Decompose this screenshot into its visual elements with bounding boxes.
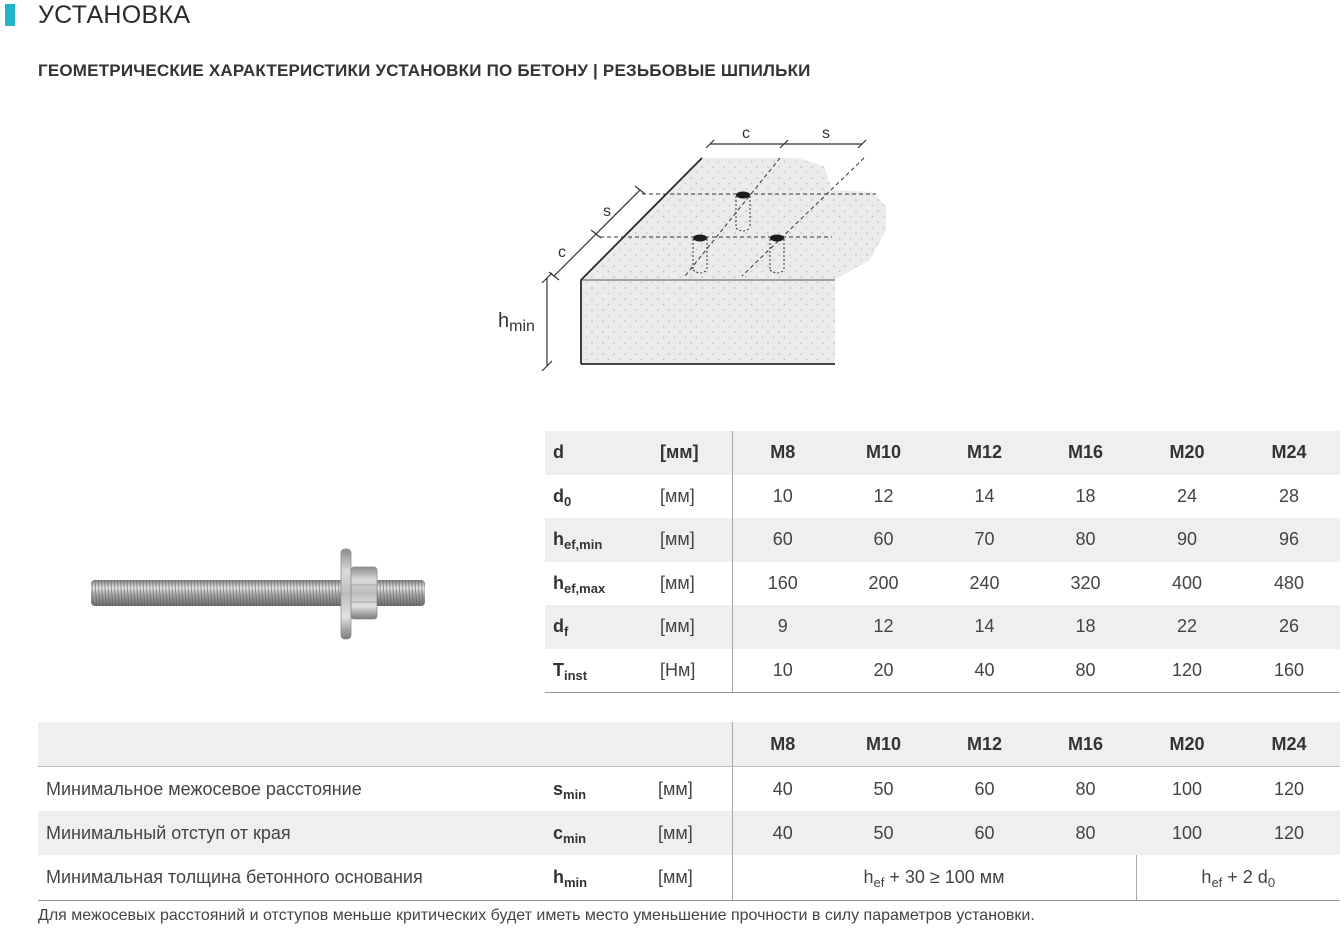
cell-value: 18: [1035, 475, 1136, 519]
row-symbol: $h_{ef,min}$: [545, 518, 655, 562]
table1-row-tinst: [545, 649, 1340, 693]
cell-value: 60: [833, 518, 934, 562]
cell-value: 22: [1136, 605, 1238, 649]
label-hmin: $h_{min}$: [498, 310, 535, 335]
table2-header-size: M12: [934, 722, 1035, 767]
cell-value: 120: [1238, 811, 1340, 855]
cell-value: 400: [1136, 562, 1238, 606]
cell-value: 12: [833, 475, 934, 519]
row-unit: [мм]: [655, 475, 732, 519]
table2-header-size: M8: [732, 722, 833, 767]
formula-m8-m20: $h_{ef} + 30 \ge 100$ мм: [732, 855, 1136, 901]
row-unit: [мм]: [655, 518, 732, 562]
table2-row-cmin: [38, 811, 1340, 855]
cell-value: 14: [934, 475, 1035, 519]
spacing-table: [38, 722, 1340, 901]
cell-value: 28: [1238, 475, 1340, 519]
table1-header-size: M16: [1035, 431, 1136, 475]
cell-value: 240: [934, 562, 1035, 606]
row-description: Минимальное межосевое расстояние: [38, 767, 545, 812]
row-symbol: $s_{min}$: [545, 767, 653, 812]
table1-header-row: [545, 431, 1340, 475]
cell-value: 60: [732, 518, 833, 562]
cell-value: 120: [1136, 649, 1238, 693]
threaded-rod-image: [85, 545, 435, 645]
cell-value: 80: [1035, 518, 1136, 562]
row-description: Минимальный отступ от края: [38, 811, 545, 855]
installation-diagram: [480, 110, 900, 375]
row-unit: [мм]: [655, 605, 732, 649]
cell-value: 100: [1136, 811, 1238, 855]
cell-value: 90: [1136, 518, 1238, 562]
label-c-left: c: [558, 244, 566, 261]
table2-header-size: M20: [1136, 722, 1238, 767]
section-title: УСТАНОВКА: [38, 1, 191, 29]
row-unit: [мм]: [653, 767, 732, 812]
dimension-hmin: [542, 273, 552, 371]
cell-value: 96: [1238, 518, 1340, 562]
table2-header-blank: [653, 722, 732, 767]
row-symbol: $d_0$: [545, 475, 655, 519]
cell-value: 200: [833, 562, 934, 606]
table1-row-hef-max: [545, 562, 1340, 606]
rod-nut: [351, 567, 377, 619]
cell-value: 10: [732, 475, 833, 519]
cell-value: 14: [934, 605, 1035, 649]
table1-header-size: M24: [1238, 431, 1340, 475]
table2-header-size: M10: [833, 722, 934, 767]
cell-value: 40: [732, 811, 833, 855]
cell-value: 10: [732, 649, 833, 693]
table2-row-smin: [38, 767, 1340, 812]
cell-value: 40: [732, 767, 833, 812]
table2-header-blank: [545, 722, 653, 767]
cell-value: 50: [833, 767, 934, 812]
table1-row-d0: [545, 475, 1340, 519]
cell-value: 60: [934, 811, 1035, 855]
cell-value: 100: [1136, 767, 1238, 812]
table2-header-size: M16: [1035, 722, 1136, 767]
row-symbol: $c_{min}$: [545, 811, 653, 855]
table1-header-size: M8: [732, 431, 833, 475]
row-unit: [мм]: [653, 855, 732, 901]
cell-value: 80: [1035, 649, 1136, 693]
cell-value: 160: [732, 562, 833, 606]
row-unit: [мм]: [655, 562, 732, 606]
table2-header-row: [38, 722, 1340, 767]
cell-value: 40: [934, 649, 1035, 693]
table2-header-blank: [38, 722, 545, 767]
row-unit: [Нм]: [655, 649, 732, 693]
cell-value: 70: [934, 518, 1035, 562]
row-symbol: $h_{ef,max}$: [545, 562, 655, 606]
label-s-top: s: [822, 125, 830, 142]
table1-header-size: M12: [934, 431, 1035, 475]
table2-header-size: M24: [1238, 722, 1340, 767]
row-unit: [мм]: [653, 811, 732, 855]
cell-value: 120: [1238, 767, 1340, 812]
row-description: Минимальная толщина бетонного основания: [38, 855, 545, 901]
label-c-top: c: [742, 125, 750, 142]
table1-header-size: M10: [833, 431, 934, 475]
row-symbol: $h_{min}$: [545, 855, 653, 901]
cell-value: 60: [934, 767, 1035, 812]
table1-row-hef-min: [545, 518, 1340, 562]
cell-value: 9: [732, 605, 833, 649]
cell-value: 20: [833, 649, 934, 693]
cell-value: 50: [833, 811, 934, 855]
cell-value: 320: [1035, 562, 1136, 606]
footnote: Для межосевых расстояний и отступов меньше критических будет иметь место уменьшение прочности в силу параметров установки.: [38, 907, 1035, 924]
cell-value: 24: [1136, 475, 1238, 519]
title-accent-bar: [5, 4, 15, 26]
table2-row-hmin: [38, 855, 1340, 901]
cell-value: 12: [833, 605, 934, 649]
table1-header-size: M20: [1136, 431, 1238, 475]
dimension-top: [706, 140, 866, 148]
formula-m20-m24: $h_{ef} + 2$ $d_0$: [1136, 855, 1340, 901]
section-subtitle: ГЕОМЕТРИЧЕСКИЕ ХАРАКТЕРИСТИКИ УСТАНОВКИ ПО БЕТОНУ | РЕЗЬБОВЫЕ ШПИЛЬКИ: [38, 61, 811, 80]
cell-value: 480: [1238, 562, 1340, 606]
table1-row-df: [545, 605, 1340, 649]
row-symbol: $d_f$: [545, 605, 655, 649]
cell-value: 80: [1035, 811, 1136, 855]
row-symbol: $T_{inst}$: [545, 649, 655, 693]
table1-header-param: d: [545, 431, 655, 475]
cell-value: 160: [1238, 649, 1340, 693]
cell-value: 18: [1035, 605, 1136, 649]
dimensions-table: [545, 431, 1340, 693]
rod-washer: [341, 549, 351, 639]
label-s-left: s: [603, 203, 611, 220]
cell-value: 26: [1238, 605, 1340, 649]
table1-header-unit: [мм]: [655, 431, 732, 475]
cell-value: 80: [1035, 767, 1136, 812]
